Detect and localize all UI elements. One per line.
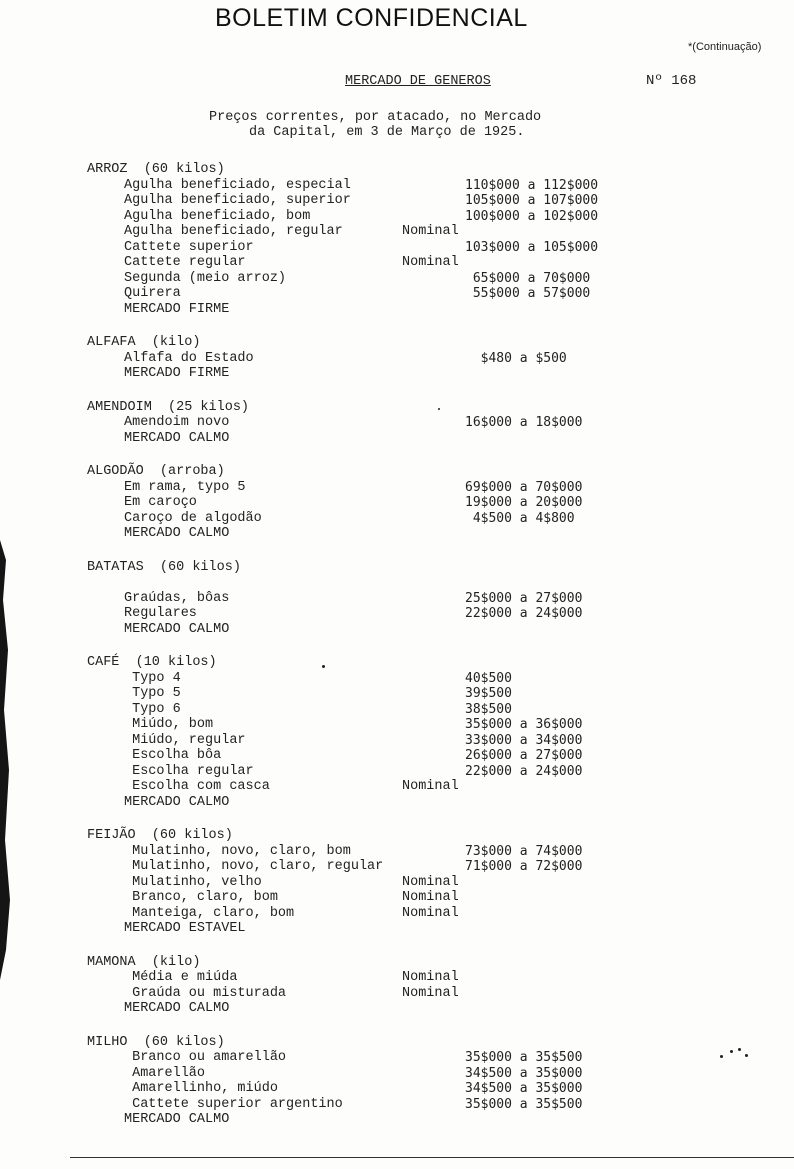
product-name: Caroço de algodão: [124, 510, 262, 526]
section-title: FEIJÃO (60 kilos): [87, 828, 233, 843]
price-row: [0, 209, 794, 225]
product-name: Agulha beneficiado, especial: [124, 177, 351, 193]
section-gap: [0, 1017, 794, 1035]
market-status: MERCADO FIRME: [124, 301, 230, 317]
speck-mark: [322, 665, 325, 668]
price-row: [0, 415, 794, 431]
price-section: [0, 655, 794, 828]
section-title: CAFÉ (10 kilos): [87, 655, 217, 670]
price-row: [0, 906, 794, 922]
price-row: [0, 606, 794, 622]
market-status: MERCADO CALMO: [124, 526, 230, 541]
product-name: Em rama, typo 5: [124, 479, 246, 495]
price-value: 19$000 a 20$000: [465, 495, 583, 510]
section-gap: [0, 637, 794, 655]
nominal-label: Nominal: [402, 779, 459, 794]
product-name: Quirera: [124, 286, 181, 301]
price-row: [0, 351, 794, 367]
product-name: Cattete regular: [124, 255, 246, 270]
price-value: 73$000 a 74$000: [465, 843, 583, 859]
section-gap: [0, 446, 794, 464]
product-name: Escolha regular: [124, 763, 254, 779]
price-value: 103$000 a 105$000: [465, 239, 599, 255]
price-section: [0, 162, 794, 335]
price-value: 110$000 a 112$000: [465, 177, 599, 193]
nominal-label: Nominal: [402, 890, 459, 905]
price-row: [0, 480, 794, 496]
price-value: 38$500: [465, 701, 512, 717]
price-row: [0, 748, 794, 764]
section-title: AMENDOIM (25 kilos): [87, 399, 250, 415]
price-section: [0, 400, 794, 465]
product-name: Typo 4: [124, 670, 181, 686]
nominal-label: Nominal: [402, 224, 459, 239]
price-section: [0, 955, 794, 1035]
speck-mark: [745, 1054, 748, 1057]
bottom-rule: [70, 1157, 794, 1158]
product-name: Amendoim novo: [124, 415, 230, 430]
product-name: Escolha bôa: [124, 748, 222, 763]
product-name: Miúdo, regular: [124, 732, 246, 748]
product-name: Agulha beneficiado, superior: [124, 193, 351, 208]
product-name: Agulha beneficiado, bom: [124, 208, 311, 224]
price-value: 40$500: [465, 670, 512, 686]
price-row: [0, 686, 794, 702]
intro-line-1: Preços correntes, por atacado, no Mercado: [209, 110, 542, 125]
price-row: [0, 1066, 794, 1082]
price-section: [0, 1035, 794, 1128]
product-name: Amarellinho, miúdo: [124, 1081, 278, 1096]
price-row: [0, 702, 794, 718]
price-value: 35$000 a 35$500: [465, 1050, 583, 1065]
product-name: Branco ou amarellão: [124, 1050, 287, 1065]
price-row: [0, 986, 794, 1002]
section-gap: [0, 937, 794, 955]
product-name: Em caroço: [124, 495, 197, 510]
price-value: 4$500 a 4$800: [465, 510, 575, 526]
nominal-label: Nominal: [402, 905, 459, 921]
price-section: [0, 335, 794, 400]
price-value: 65$000 a 70$000: [465, 270, 591, 286]
price-row: [0, 779, 794, 795]
price-row: [0, 859, 794, 875]
price-row: [0, 286, 794, 302]
price-row: [0, 1050, 794, 1066]
price-row: [0, 1081, 794, 1097]
intro-line-2: da Capital, em 3 de Março de 1925.: [249, 125, 525, 140]
price-value: 55$000 a 57$000: [465, 286, 591, 301]
bulletin-number: Nº 168: [646, 73, 697, 89]
price-row: [0, 255, 794, 271]
section-title: ALFAFA (kilo): [87, 335, 201, 350]
price-value: $480 a $500: [465, 350, 567, 366]
price-value: 100$000 a 102$000: [465, 208, 599, 224]
price-row: [0, 844, 794, 860]
product-name: Manteiga, claro, bom: [124, 905, 295, 921]
price-row: [0, 970, 794, 986]
speck-mark: [738, 1048, 741, 1051]
price-value: 105$000 a 107$000: [465, 193, 599, 208]
price-row: [0, 1097, 794, 1113]
section-title: BATATAS (60 kilos): [87, 559, 241, 575]
market-status: MERCADO ESTAVEL: [124, 921, 246, 936]
price-row: [0, 717, 794, 733]
product-name: Typo 5: [124, 686, 181, 701]
price-value: 39$500: [465, 686, 512, 701]
price-value: 34$500 a 35$000: [465, 1065, 583, 1081]
section-title: MAMONA (kilo): [87, 954, 201, 970]
nominal-label: Nominal: [402, 255, 459, 270]
product-name: Cattete superior argentino: [124, 1096, 343, 1112]
continuation-note: *(Continuação): [688, 41, 762, 53]
price-value: 22$000 a 24$000: [465, 763, 583, 779]
price-value: 34$500 a 35$000: [465, 1081, 583, 1096]
product-name: Agulha beneficiado, regular: [124, 224, 343, 239]
product-name: Média e miúda: [124, 970, 238, 985]
price-row: [0, 875, 794, 891]
price-sections: [0, 162, 794, 1128]
bulletin-title: BOLETIM CONFIDENCIAL: [215, 4, 528, 32]
market-status: MERCADO CALMO: [124, 1001, 230, 1016]
product-name: Cattete superior: [124, 239, 254, 255]
price-value: 25$000 a 27$000: [465, 590, 583, 606]
product-name: Miúdo, bom: [124, 717, 214, 732]
speck-mark: [438, 408, 440, 410]
price-section: [0, 464, 794, 560]
price-row: [0, 495, 794, 511]
price-value: 16$000 a 18$000: [465, 415, 583, 430]
product-name: Amarellão: [124, 1065, 206, 1081]
section-title: ARROZ (60 kilos): [87, 162, 225, 177]
speck-mark: [730, 1050, 733, 1053]
price-row: [0, 671, 794, 687]
product-name: Typo 6: [124, 701, 181, 717]
market-status: MERCADO CALMO: [124, 621, 230, 637]
price-row: [0, 178, 794, 194]
product-name: Mulatinho, velho: [124, 874, 262, 890]
market-status: MERCADO CALMO: [124, 794, 230, 810]
product-name: Graúdas, bôas: [124, 590, 230, 606]
market-status: MERCADO CALMO: [124, 1112, 230, 1127]
price-section: [0, 828, 794, 955]
nominal-label: Nominal: [402, 985, 459, 1001]
product-name: Branco, claro, bom: [124, 890, 278, 905]
price-row: [0, 764, 794, 780]
market-status: MERCADO FIRME: [124, 366, 230, 381]
price-value: 26$000 a 27$000: [465, 748, 583, 763]
market-title: MERCADO DE GENEROS: [345, 74, 491, 89]
nominal-label: Nominal: [402, 874, 459, 890]
nominal-label: Nominal: [402, 970, 459, 985]
price-value: 35$000 a 36$000: [465, 717, 583, 732]
product-name: Alfafa do Estado: [124, 350, 254, 366]
price-row: [0, 591, 794, 607]
product-name: Segunda (meio arroz): [124, 270, 287, 286]
price-row: [0, 733, 794, 749]
scanned-edge-shadow: [0, 540, 14, 980]
price-section: [0, 560, 794, 656]
product-name: Regulares: [124, 606, 197, 621]
price-value: 22$000 a 24$000: [465, 606, 583, 621]
price-value: 71$000 a 72$000: [465, 859, 583, 874]
price-row: [0, 271, 794, 287]
price-row: [0, 193, 794, 209]
price-row: [0, 575, 794, 591]
section-title: MILHO (60 kilos): [87, 1034, 225, 1050]
price-row: [0, 224, 794, 240]
price-value: 35$000 a 35$500: [465, 1096, 583, 1112]
price-row: [0, 511, 794, 527]
price-value: 33$000 a 34$000: [465, 732, 583, 748]
section-gap: [0, 542, 794, 560]
product-name: Mulatinho, novo, claro, bom: [124, 843, 351, 859]
price-row: [0, 890, 794, 906]
section-gap: [0, 810, 794, 828]
speck-mark: [720, 1055, 723, 1058]
section-gap: [0, 317, 794, 335]
market-status: MERCADO CALMO: [124, 430, 230, 446]
price-value: 69$000 a 70$000: [465, 479, 583, 495]
section-gap: [0, 382, 794, 400]
price-row: [0, 240, 794, 256]
product-name: Graúda ou misturada: [124, 985, 287, 1001]
product-name: Mulatinho, novo, claro, regular: [124, 859, 384, 874]
section-title: ALGODÃO (arroba): [87, 464, 225, 479]
product-name: Escolha com casca: [124, 779, 270, 794]
